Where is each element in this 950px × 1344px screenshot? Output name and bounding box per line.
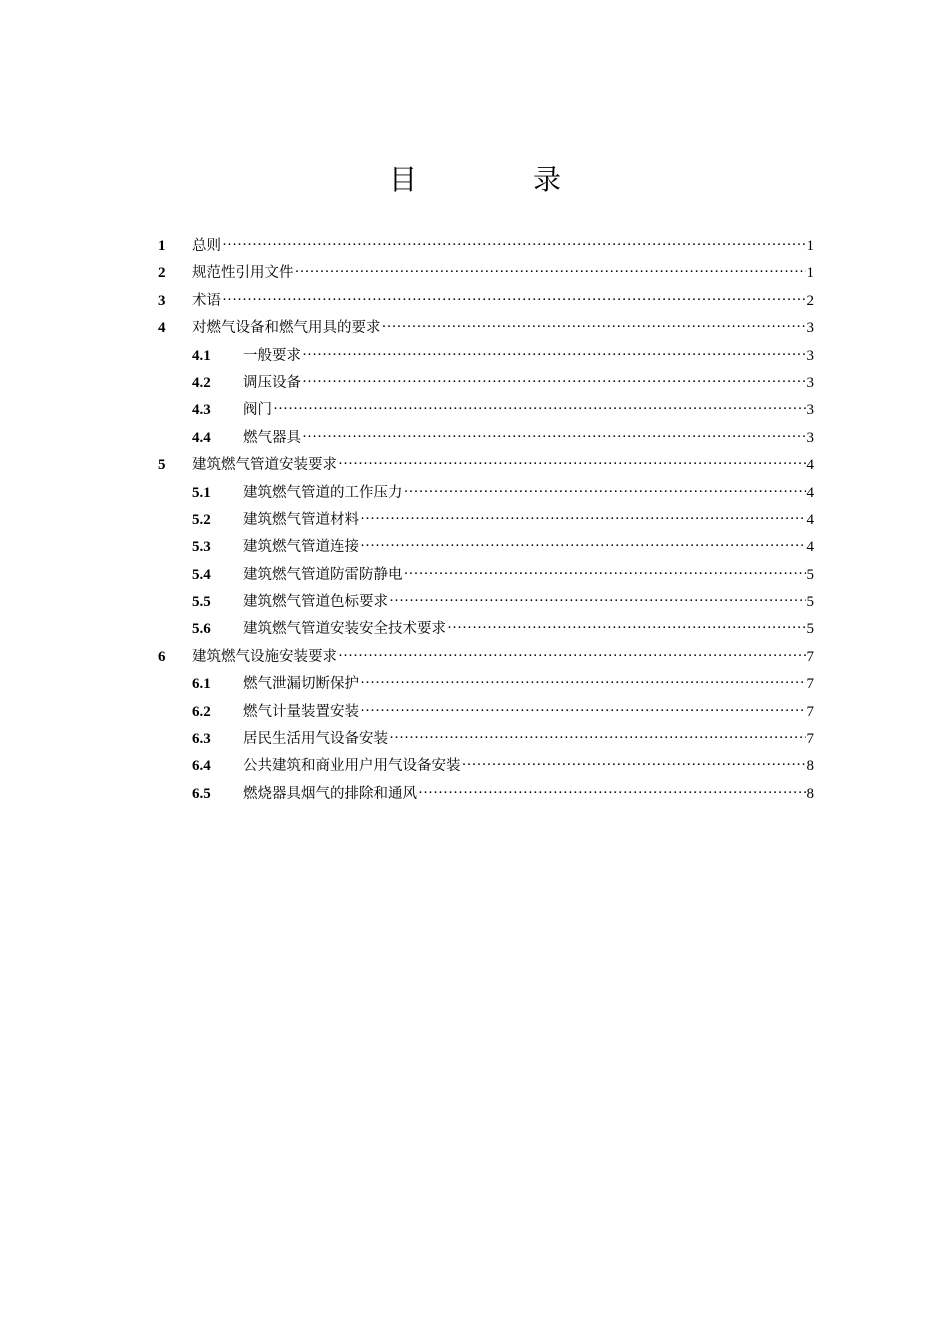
toc-leader-dots: [360, 670, 806, 697]
toc-leader-dots: [389, 588, 806, 615]
toc-entry-number: 4.2: [192, 374, 211, 391]
toc-entry-label: 建筑燃气管道的工作压力: [243, 484, 403, 501]
toc-entry-page-number: 5: [806, 566, 814, 583]
toc-leader-dots: [360, 533, 806, 560]
toc-leader-dots: [382, 314, 806, 341]
toc-entry-label: 建筑燃气设施安装要求: [192, 648, 337, 665]
toc-entry-label: 公共建筑和商业用户用气设备安装: [243, 758, 461, 775]
toc-entry-label: 对燃气设备和燃气用具的要求: [192, 320, 381, 337]
toc-entry-page-number: 7: [806, 703, 814, 720]
toc-entry-number: 5.3: [192, 539, 211, 556]
toc-entry-number: 6.2: [192, 703, 211, 720]
table-of-contents: [158, 233, 814, 808]
toc-entry-page-number: 4: [806, 511, 814, 528]
toc-entry-label: 建筑燃气管道安装要求: [192, 457, 337, 474]
toc-entry-number: 5.1: [192, 484, 211, 501]
toc-entry[interactable]: [158, 781, 814, 808]
toc-leader-dots: [222, 232, 806, 259]
toc-leader-dots: [273, 396, 806, 423]
toc-entry-page-number: 4: [806, 484, 814, 501]
toc-entry-number: 5.6: [192, 621, 211, 638]
toc-leader-dots: [360, 698, 806, 725]
toc-entry-number: 4: [158, 320, 166, 337]
toc-entry-page-number: 8: [806, 785, 814, 802]
toc-entry-page-number: 4: [806, 457, 814, 474]
toc-entry-label: 阀门: [243, 402, 272, 419]
toc-entry-label: 燃气泄漏切断保护: [243, 676, 359, 693]
toc-entry[interactable]: [158, 397, 814, 424]
toc-leader-dots: [302, 342, 806, 369]
toc-leader-dots: [389, 725, 806, 752]
toc-entry-page-number: 5: [806, 594, 814, 611]
toc-entry[interactable]: [158, 534, 814, 561]
toc-entry-number: 6.1: [192, 676, 211, 693]
toc-leader-dots: [295, 259, 806, 286]
toc-leader-dots: [404, 479, 806, 506]
toc-entry-page-number: 3: [806, 320, 814, 337]
toc-entry-page-number: 7: [806, 731, 814, 748]
toc-entry-page-number: 3: [806, 374, 814, 391]
toc-entry-label: 建筑燃气管道色标要求: [243, 594, 388, 611]
toc-entry-label: 燃烧器具烟气的排除和通风: [243, 785, 417, 802]
toc-entry-number: 3: [158, 292, 166, 309]
toc-entry-label: 燃气器具: [243, 429, 301, 446]
toc-leader-dots: [302, 424, 806, 451]
toc-entry[interactable]: [158, 699, 814, 726]
toc-entry-label: 总则: [192, 238, 221, 254]
toc-entry[interactable]: [158, 507, 814, 534]
toc-entry-label: 建筑燃气管道安装安全技术要求: [243, 621, 446, 638]
toc-entry-number: 4.4: [192, 429, 211, 446]
toc-leader-dots: [447, 615, 806, 642]
toc-entry-label: 建筑燃气管道材料: [243, 511, 359, 528]
toc-entry-label: 建筑燃气管道连接: [243, 539, 359, 556]
toc-entry-label: 建筑燃气管道防雷防静电: [243, 566, 403, 583]
toc-entry-page-number: 1: [806, 238, 814, 254]
toc-entry-number: 5.5: [192, 594, 211, 611]
toc-entry-number: 1: [158, 238, 166, 254]
toc-entry-page-number: 7: [806, 676, 814, 693]
toc-entry[interactable]: [158, 288, 814, 315]
toc-leader-dots: [338, 643, 806, 670]
toc-entry-label: 燃气计量装置安装: [243, 703, 359, 720]
toc-leader-dots: [222, 287, 806, 314]
toc-entry[interactable]: [158, 671, 814, 698]
toc-entry[interactable]: [158, 753, 814, 780]
toc-entry-page-number: 1: [806, 265, 814, 282]
toc-entry[interactable]: [158, 452, 814, 479]
toc-entry-number: 4.1: [192, 347, 211, 364]
toc-entry-page-number: 3: [806, 429, 814, 446]
toc-entry-page-number: 7: [806, 648, 814, 665]
page-title: 目 录: [388, 163, 605, 196]
toc-leader-dots: [404, 561, 806, 588]
toc-entry-number: 5: [158, 457, 166, 474]
toc-entry-number: 5.4: [192, 566, 211, 583]
toc-entry-number: 6: [158, 648, 166, 665]
toc-entry-page-number: 3: [806, 402, 814, 419]
toc-entry-number: 6.5: [192, 785, 211, 802]
toc-entry-label: 调压设备: [243, 374, 301, 391]
toc-entry-page-number: 3: [806, 347, 814, 364]
toc-entry[interactable]: [158, 562, 814, 589]
toc-entry[interactable]: [158, 315, 814, 342]
toc-entry-label: 规范性引用文件: [192, 265, 294, 282]
toc-leader-dots: [462, 752, 806, 779]
toc-entry[interactable]: [158, 616, 814, 643]
toc-entry[interactable]: [158, 726, 814, 753]
toc-entry[interactable]: [158, 343, 814, 370]
toc-entry-number: 2: [158, 265, 166, 282]
toc-entry[interactable]: [158, 480, 814, 507]
toc-entry-number: 6.3: [192, 731, 211, 748]
toc-entry-number: 5.2: [192, 511, 211, 528]
toc-entry[interactable]: [158, 260, 814, 287]
toc-entry[interactable]: [158, 425, 814, 452]
toc-entry-number: 4.3: [192, 402, 211, 419]
toc-entry-page-number: 5: [806, 621, 814, 638]
toc-entry-page-number: 8: [806, 758, 814, 775]
toc-leader-dots: [338, 451, 806, 478]
toc-entry-label: 居民生活用气设备安装: [243, 731, 388, 748]
toc-entry-number: 6.4: [192, 758, 211, 775]
toc-entry-page-number: 4: [806, 539, 814, 556]
toc-entry[interactable]: [158, 370, 814, 397]
toc-entry[interactable]: [158, 233, 814, 260]
toc-leader-dots: [360, 506, 806, 533]
toc-entry-label: 一般要求: [243, 347, 301, 364]
toc-entry-label: 术语: [192, 292, 221, 309]
toc-entry-page-number: 2: [806, 292, 814, 309]
toc-entry[interactable]: [158, 589, 814, 616]
toc-leader-dots: [302, 369, 806, 396]
toc-leader-dots: [418, 780, 806, 807]
toc-entry[interactable]: [158, 644, 814, 671]
